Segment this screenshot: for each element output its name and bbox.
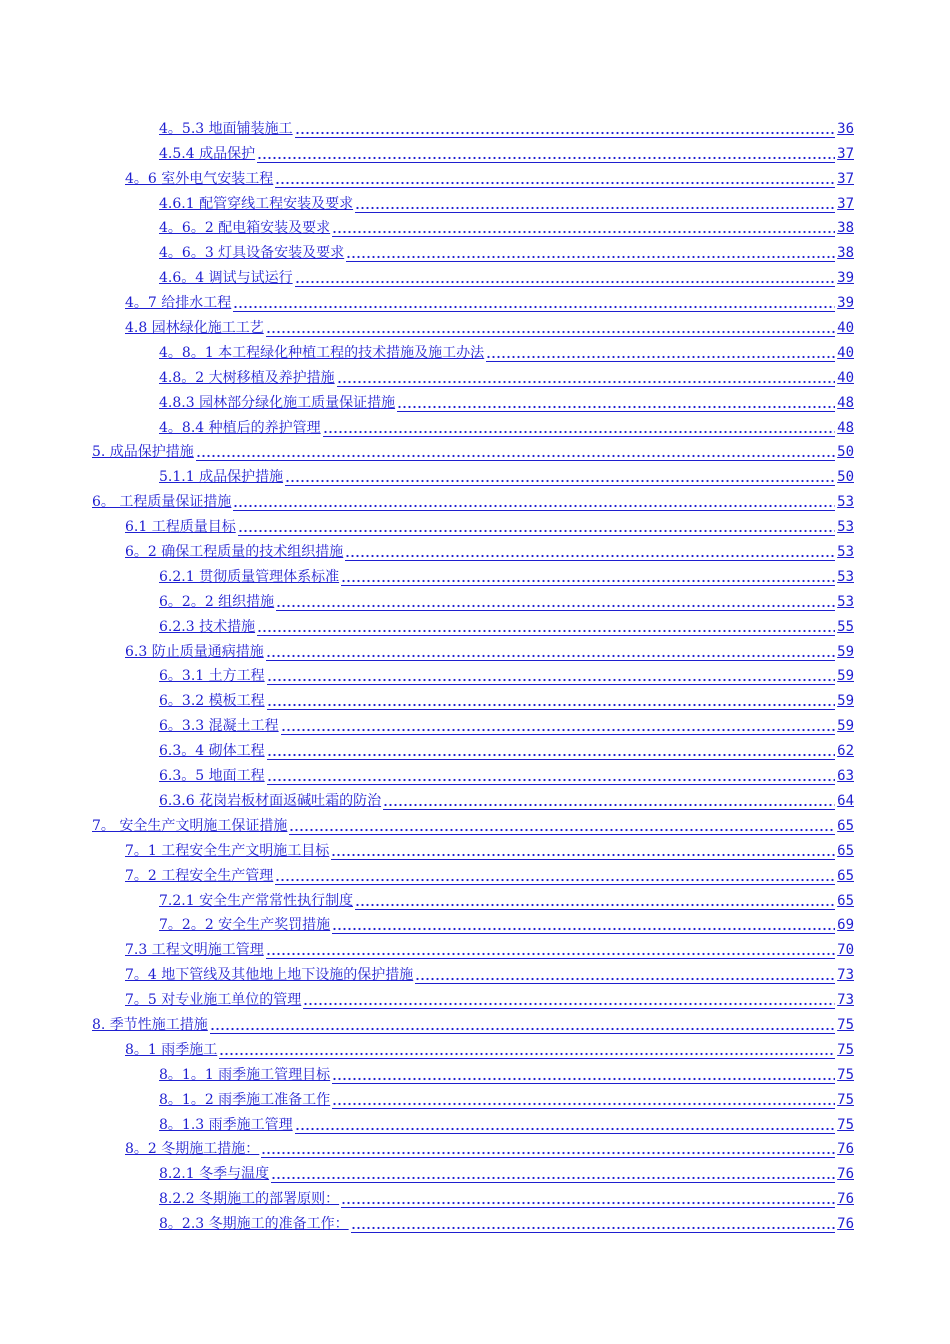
toc-entry-page-number: 76 [837, 1216, 854, 1233]
dot-leader [285, 468, 835, 486]
toc-entry-page-number: 70 [837, 942, 854, 959]
toc-entry-page-number: 53 [837, 593, 854, 610]
toc-entry-title: 6.2.3 技术措施 [159, 618, 256, 635]
toc-entry-title: 4。8.4 种植后的养护管理 [159, 419, 321, 436]
toc-entry-page-number: 40 [837, 369, 854, 386]
dot-leader [271, 1165, 835, 1183]
toc-entry[interactable] [125, 1034, 854, 1059]
toc-entry-page-number: 73 [837, 967, 854, 984]
dot-leader [332, 219, 835, 237]
toc-entry-page-number: 50 [837, 469, 854, 486]
toc-entry-page-number: 39 [837, 295, 854, 312]
toc-entry[interactable] [125, 835, 854, 860]
toc-entry-title: 4。6。3 灯具设备安装及要求 [159, 245, 345, 262]
toc-entry[interactable] [159, 262, 854, 287]
toc-entry-page-number: 50 [837, 444, 854, 461]
dot-leader [415, 966, 835, 984]
toc-entry-title: 4.6.1 配管穿线工程安装及要求 [159, 195, 354, 212]
toc-entry-page-number: 38 [837, 245, 854, 262]
toc-entry-title: 6.3。5 地面工程 [159, 768, 265, 785]
dot-leader [332, 916, 835, 934]
toc-entry-page-number: 65 [837, 892, 854, 909]
toc-entry-title: 6。3.2 模板工程 [159, 693, 265, 710]
toc-entry-title: 4。8。1 本工程绿化种植工程的技术措施及施工办法 [159, 344, 485, 361]
dot-leader [238, 518, 835, 536]
toc-entry-page-number: 53 [837, 494, 854, 511]
toc-entry-page-number: 65 [837, 867, 854, 884]
dot-leader [276, 593, 835, 611]
toc-entry-page-number: 59 [837, 668, 854, 685]
toc-entry-page-number: 59 [837, 718, 854, 735]
toc-entry-page-number: 36 [837, 120, 854, 137]
toc-entry[interactable] [159, 1208, 854, 1233]
dot-leader [323, 419, 836, 437]
dot-leader [345, 543, 835, 561]
dot-leader [267, 667, 836, 685]
toc-entry[interactable] [159, 561, 854, 586]
toc-entry-title: 7。2。2 安全生产奖罚措施 [159, 917, 331, 934]
toc-entry-title: 4.8 园林绿化施工工艺 [125, 320, 264, 337]
toc-entry[interactable] [159, 188, 854, 213]
toc-entry-page-number: 48 [837, 394, 854, 411]
dot-leader [295, 269, 836, 287]
toc-entry-page-number: 40 [837, 344, 854, 361]
dot-leader [341, 1190, 835, 1208]
dot-leader [341, 568, 835, 586]
toc-entry[interactable] [159, 685, 854, 710]
toc-entry-title: 7。 安全生产文明施工保证措施 [92, 817, 288, 834]
dot-leader [261, 1140, 835, 1158]
toc-entry-title: 7。1 工程安全生产文明施工目标 [125, 842, 330, 859]
toc-entry[interactable] [92, 1009, 854, 1034]
toc-entry-page-number: 53 [837, 568, 854, 585]
dot-leader [267, 767, 836, 785]
dot-leader [337, 369, 836, 387]
dot-leader [383, 792, 835, 810]
toc-entry[interactable] [92, 486, 854, 511]
toc-entry-page-number: 59 [837, 643, 854, 660]
toc-entry-page-number: 75 [837, 1091, 854, 1108]
toc-entry-page-number: 63 [837, 768, 854, 785]
dot-leader [233, 294, 835, 312]
toc-entry[interactable] [159, 785, 854, 810]
toc-entry[interactable] [92, 810, 854, 835]
dot-leader [295, 120, 836, 138]
toc-entry[interactable] [159, 362, 854, 387]
dot-leader [331, 842, 835, 860]
toc-entry-title: 8。1。1 雨季施工管理目标 [159, 1066, 331, 1083]
toc-entry[interactable] [159, 1084, 854, 1109]
toc-entry[interactable] [125, 636, 854, 661]
dot-leader [196, 443, 835, 461]
toc-entry-page-number: 53 [837, 544, 854, 561]
toc-entry-title: 6.1 工程质量目标 [125, 519, 236, 536]
toc-entry-page-number: 64 [837, 792, 854, 809]
toc-entry-title: 8. 季节性施工措施 [92, 1016, 208, 1033]
toc-entry-title: 8。1 雨季施工 [125, 1041, 218, 1058]
dot-leader [266, 643, 835, 661]
toc-entry-title: 7。5 对专业施工单位的管理 [125, 992, 302, 1009]
toc-entry-title: 7。2 工程安全生产管理 [125, 867, 274, 884]
dot-leader [332, 1091, 835, 1109]
toc-entry-page-number: 76 [837, 1166, 854, 1183]
toc-entry-title: 4.8.3 园林部分绿化施工质量保证措施 [159, 394, 396, 411]
toc-entry-page-number: 37 [837, 170, 854, 187]
toc-entry-title: 6。2。2 组织措施 [159, 593, 275, 610]
toc-entry-title: 8。2 冬期施工措施： [125, 1141, 260, 1158]
toc-entry-page-number: 53 [837, 519, 854, 536]
toc-entry-page-number: 37 [837, 195, 854, 212]
dot-leader [295, 1116, 836, 1134]
toc-entry-title: 4.6。4 调试与试运行 [159, 270, 293, 287]
dot-leader [266, 941, 835, 959]
toc-entry[interactable] [159, 586, 854, 611]
dot-leader [289, 817, 835, 835]
toc-entry[interactable] [125, 1134, 854, 1159]
toc-entry[interactable] [125, 984, 854, 1009]
dot-leader [266, 319, 835, 337]
dot-leader [397, 394, 835, 412]
dot-leader [486, 344, 835, 362]
toc-entry-title: 4。5.3 地面铺装施工 [159, 120, 293, 137]
dot-leader [332, 1066, 835, 1084]
dot-leader [303, 991, 835, 1009]
toc-entry-page-number: 37 [837, 145, 854, 162]
toc-entry[interactable] [159, 461, 854, 486]
toc-entry[interactable] [159, 661, 854, 686]
toc-entry[interactable] [159, 138, 854, 163]
dot-leader [257, 145, 835, 163]
dot-leader [346, 244, 835, 262]
toc-entry-page-number: 75 [837, 1116, 854, 1133]
dot-leader [257, 618, 835, 636]
toc-entry-title: 5.1.1 成品保护措施 [159, 469, 284, 486]
toc-entry[interactable] [159, 735, 854, 760]
toc-entry-title: 6.3.6 花岗岩板材面返碱吐霜的防治 [159, 792, 382, 809]
toc-entry-title: 8。2.3 冬期施工的准备工作： [159, 1216, 349, 1233]
toc-entry[interactable] [159, 760, 854, 785]
toc-entry[interactable] [159, 213, 854, 238]
toc-entry-title: 7.2.1 安全生产常常性执行制度 [159, 892, 354, 909]
toc-entry-title: 8.2.2 冬期施工的部署原则： [159, 1191, 340, 1208]
toc-entry-page-number: 59 [837, 693, 854, 710]
toc-entry[interactable] [159, 412, 854, 437]
toc-entry-page-number: 62 [837, 743, 854, 760]
toc-entry-page-number: 40 [837, 320, 854, 337]
dot-leader [210, 1016, 835, 1034]
toc-entry[interactable] [159, 237, 854, 262]
toc-entry-page-number: 55 [837, 618, 854, 635]
toc-entry-title: 8.2.1 冬季与温度 [159, 1166, 270, 1183]
toc-entry-title: 4。6 室外电气安装工程 [125, 170, 274, 187]
toc-entry[interactable] [159, 885, 854, 910]
toc-entry-page-number: 48 [837, 419, 854, 436]
toc-entry[interactable] [125, 163, 854, 188]
toc-entry[interactable] [125, 536, 854, 561]
toc-entry[interactable] [159, 1109, 854, 1134]
toc-entry[interactable] [159, 1059, 854, 1084]
toc-entry-page-number: 76 [837, 1191, 854, 1208]
toc-entry[interactable] [125, 860, 854, 885]
toc-entry[interactable] [159, 710, 854, 735]
toc-entry-title: 6。3.3 混凝土工程 [159, 718, 279, 735]
toc-entry-title: 4。7 给排水工程 [125, 295, 232, 312]
dot-leader [355, 195, 835, 213]
toc-entry[interactable] [159, 337, 854, 362]
toc-entry-title: 6.2.1 贯彻质量管理体系标准 [159, 568, 340, 585]
dot-leader [219, 1041, 835, 1059]
table-of-contents [0, 113, 950, 1233]
toc-entry-title: 4。6。2 配电箱安装及要求 [159, 220, 331, 237]
dot-leader [275, 170, 835, 188]
toc-entry[interactable] [159, 910, 854, 935]
toc-entry-page-number: 69 [837, 917, 854, 934]
toc-entry[interactable] [125, 312, 854, 337]
dot-leader [233, 493, 835, 511]
toc-entry-title: 6。 工程质量保证措施 [92, 494, 232, 511]
toc-entry[interactable] [125, 959, 854, 984]
toc-entry-title: 4.8。2 大树移植及养护措施 [159, 369, 335, 386]
dot-leader [351, 1215, 836, 1233]
toc-entry-page-number: 73 [837, 992, 854, 1009]
toc-entry-title: 4.5.4 成品保护 [159, 145, 256, 162]
toc-entry-page-number: 76 [837, 1141, 854, 1158]
toc-entry-page-number: 38 [837, 220, 854, 237]
toc-entry-title: 8。1。2 雨季施工准备工作 [159, 1091, 331, 1108]
toc-entry-title: 6。2 确保工程质量的技术组织措施 [125, 544, 344, 561]
toc-entry-title: 7.3 工程文明施工管理 [125, 942, 264, 959]
toc-entry[interactable] [159, 1158, 854, 1183]
toc-entry[interactable] [92, 437, 854, 462]
toc-entry[interactable] [125, 287, 854, 312]
toc-entry-title: 6.3 防止质量通病措施 [125, 643, 264, 660]
dot-leader [267, 692, 836, 710]
toc-entry-page-number: 39 [837, 270, 854, 287]
dot-leader [281, 717, 836, 735]
dot-leader [355, 892, 835, 910]
toc-entry-page-number: 75 [837, 1066, 854, 1083]
dot-leader [275, 867, 835, 885]
toc-entry-title: 8。1.3 雨季施工管理 [159, 1116, 293, 1133]
toc-entry[interactable] [125, 511, 854, 536]
toc-entry-page-number: 75 [837, 1041, 854, 1058]
toc-entry-title: 6。3.1 土方工程 [159, 668, 265, 685]
toc-entry-title: 5. 成品保护措施 [92, 444, 194, 461]
dot-leader [267, 742, 836, 760]
toc-entry[interactable] [159, 1183, 854, 1208]
toc-entry-page-number: 65 [837, 842, 854, 859]
toc-entry[interactable] [159, 387, 854, 412]
toc-entry-title: 6.3。4 砌体工程 [159, 743, 265, 760]
toc-entry-title: 7。4 地下管线及其他地上地下设施的保护措施 [125, 967, 414, 984]
toc-entry-page-number: 65 [837, 817, 854, 834]
toc-entry[interactable] [159, 113, 854, 138]
toc-entry[interactable] [125, 934, 854, 959]
toc-entry-page-number: 75 [837, 1016, 854, 1033]
toc-entry[interactable] [159, 611, 854, 636]
